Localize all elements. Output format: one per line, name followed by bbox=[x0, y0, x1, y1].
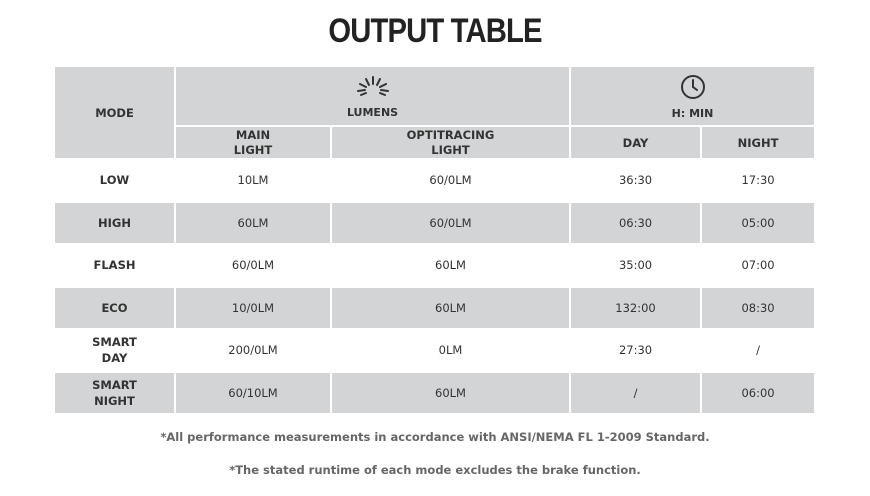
output-table bbox=[53, 65, 816, 415]
mode-cell: SMART NIGHT bbox=[54, 372, 175, 415]
optitracing-cell: 60LM bbox=[331, 244, 570, 287]
mode-cell: LOW bbox=[54, 159, 175, 202]
runtime-label: H: MIN bbox=[671, 106, 714, 120]
day-runtime-cell: 132:00 bbox=[570, 287, 701, 330]
light-burst-icon bbox=[355, 74, 391, 98]
optitracing-cell: 60LM bbox=[331, 287, 570, 330]
footnote-brake: *The stated runtime of each mode excludes the brake function. bbox=[229, 463, 641, 477]
main-light-cell: 60LM bbox=[175, 202, 331, 245]
optitracing-cell: 60/0LM bbox=[331, 202, 570, 245]
table-row bbox=[54, 329, 815, 372]
main-light-cell: 200/0LM bbox=[175, 329, 331, 372]
night-runtime-cell: 08:30 bbox=[701, 287, 815, 330]
optitracing-cell: 60/0LM bbox=[331, 159, 570, 202]
table-row bbox=[54, 159, 815, 202]
day-runtime-cell: / bbox=[570, 372, 701, 415]
main-light-cell: 10LM bbox=[175, 159, 331, 202]
night-runtime-cell: 07:00 bbox=[701, 244, 815, 287]
runtime-header bbox=[570, 66, 815, 126]
day-runtime-cell: 06:30 bbox=[570, 202, 701, 245]
optitracing-cell: 0LM bbox=[331, 329, 570, 372]
table-row bbox=[54, 202, 815, 245]
night-runtime-cell: 05:00 bbox=[701, 202, 815, 245]
mode-cell: SMART DAY bbox=[54, 329, 175, 372]
day-runtime-cell: 35:00 bbox=[570, 244, 701, 287]
table-body bbox=[54, 159, 815, 414]
main-light-cell: 60/0LM bbox=[175, 244, 331, 287]
table-row bbox=[54, 372, 815, 415]
mode-header: MODE bbox=[54, 66, 175, 159]
day-runtime-cell: 36:30 bbox=[570, 159, 701, 202]
optitracing-light-header: OPTITRACING LIGHT bbox=[331, 126, 570, 159]
page-title: OUTPUT TABLE bbox=[328, 12, 542, 50]
night-runtime-cell: 06:00 bbox=[701, 372, 815, 415]
mode-cell: HIGH bbox=[54, 202, 175, 245]
optitracing-cell: 60LM bbox=[331, 372, 570, 415]
main-light-cell: 10/0LM bbox=[175, 287, 331, 330]
main-light-header: MAIN LIGHT bbox=[175, 126, 331, 159]
day-header: DAY bbox=[570, 126, 701, 159]
lumens-label: LUMENS bbox=[346, 105, 399, 119]
night-header: NIGHT bbox=[701, 126, 815, 159]
main-light-cell: 60/10LM bbox=[175, 372, 331, 415]
lumens-header bbox=[175, 66, 570, 126]
footnote-standard: *All performance measurements in accordance with ANSI/NEMA FL 1-2009 Standard. bbox=[160, 430, 710, 444]
night-runtime-cell: 17:30 bbox=[701, 159, 815, 202]
mode-cell: ECO bbox=[54, 287, 175, 330]
table-row bbox=[54, 244, 815, 287]
clock-icon bbox=[679, 73, 707, 101]
mode-cell: FLASH bbox=[54, 244, 175, 287]
night-runtime-cell: / bbox=[701, 329, 815, 372]
table-row bbox=[54, 287, 815, 330]
day-runtime-cell: 27:30 bbox=[570, 329, 701, 372]
